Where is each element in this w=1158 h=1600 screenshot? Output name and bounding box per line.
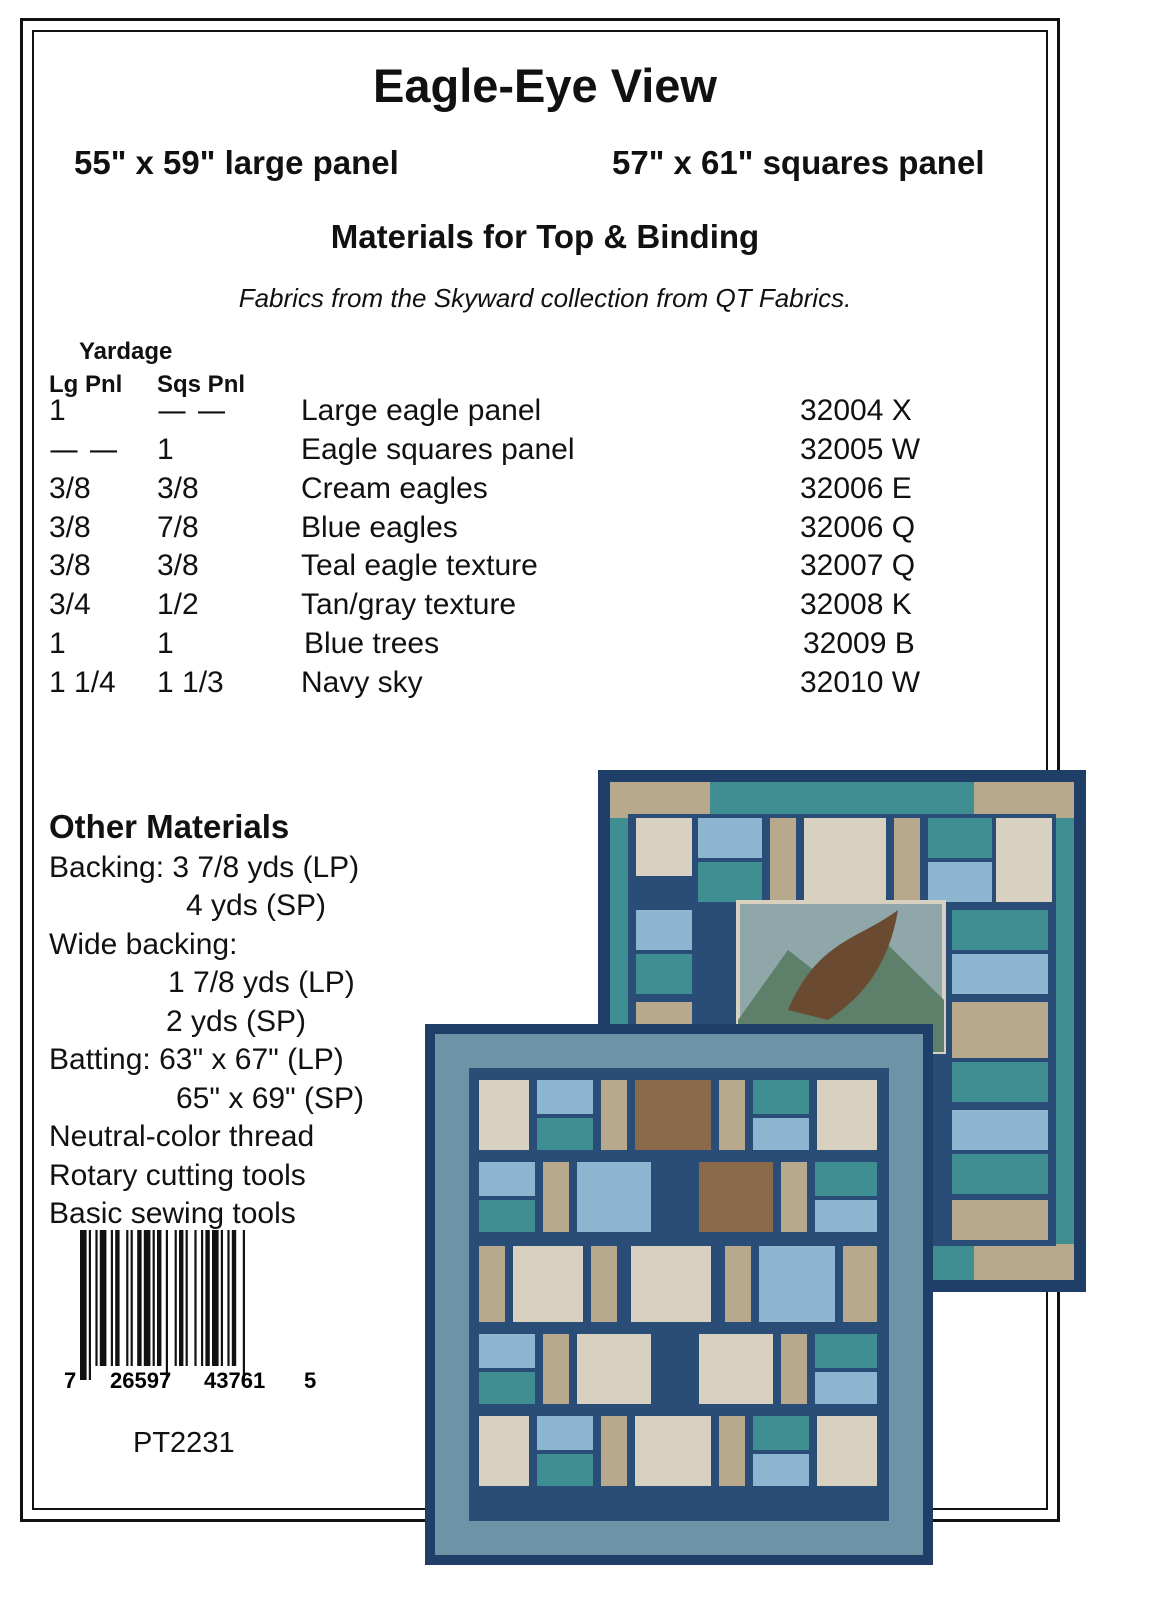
quilt-block [537,1080,593,1114]
quilt-block [817,1416,877,1486]
fabric-name: Tan/gray texture [301,588,517,621]
quilt-block [753,1080,809,1114]
other-line: 65" x 69" (SP) [176,1082,365,1115]
quilt-block [719,1080,745,1150]
quilt-block [928,862,992,902]
fabric-note: Fabrics from the Skyward collection from QT Fabrics. [238,283,852,313]
quilt-block [725,1246,751,1322]
quilt-block [635,1416,711,1486]
yardage-squares: 3/8 [157,549,199,582]
barcode-bar [80,1230,87,1380]
quilt-block [479,1080,529,1150]
quilt-block [636,818,692,876]
barcode-bar [205,1230,209,1366]
barcode-bar [115,1230,119,1366]
quilt-block [698,862,762,902]
quilt-block [804,818,886,902]
other-materials-heading: Other Materials [49,808,290,845]
barcode-digits-left: 26597 [110,1368,172,1393]
yardage-large: 3/4 [49,588,91,621]
fabric-code: 32008 K [800,588,912,621]
quilt-block [543,1334,569,1404]
barcode-bar [221,1230,223,1366]
barcode-bar [212,1230,219,1366]
barcode-bar [179,1230,183,1366]
quilt-block [577,1162,651,1232]
quilt-block [699,1334,773,1404]
barcode-bar [100,1230,107,1366]
fabric-code: 32009 B [803,627,915,660]
page-title: Eagle-Eye View [373,59,717,112]
barcode-bar [201,1230,203,1366]
barcode-bar [243,1230,245,1380]
other-line: 4 yds (SP) [186,889,327,922]
fabric-row [0,433,1000,472]
quilt-block [753,1416,809,1450]
fabric-code: 32004 X [800,394,912,427]
barcode-bar [126,1230,128,1366]
quilt-block [479,1334,535,1368]
other-line: Wide backing: [49,928,238,961]
quilt-block [928,818,992,858]
fabric-code: 32006 E [800,472,912,505]
yardage-squares: 3/8 [157,472,199,505]
barcode-bar [157,1230,161,1366]
quilt-block [815,1162,877,1196]
fabric-row [0,394,1000,433]
barcode-bar [137,1230,141,1366]
quilt-block [815,1200,877,1232]
barcode-bar [144,1230,151,1366]
barcode-bar [131,1230,133,1366]
barcode-bar [227,1230,229,1366]
other-line: 1 7/8 yds (LP) [168,966,355,999]
yardage-squares: 7/8 [157,511,199,544]
quilt-block [843,1246,877,1322]
quilt-squares-panel-image [425,1024,933,1565]
quilt-block [770,818,796,902]
quilt-block [952,1002,1048,1058]
fabric-name: Teal eagle texture [301,549,538,582]
yardage-large: 3/8 [49,472,91,505]
other-line: Batting: 63" x 67" (LP) [49,1043,344,1076]
quilt-block [537,1118,593,1150]
quilt-block [952,954,1048,994]
quilt-block [479,1246,505,1322]
barcode-digit-lead: 7 [64,1368,77,1393]
col-squares-panel: Sqs Pnl [157,371,246,398]
corner-block [610,782,710,818]
squares-panel-size: 57" x 61" squares panel [612,144,985,181]
yardage-squares: 1/2 [157,588,199,621]
fabric-name: Blue eagles [301,511,458,544]
col-large-panel: Lg Pnl [49,371,123,398]
quilt-block [952,1062,1048,1102]
quilt-block [952,1110,1048,1150]
barcode-bar [153,1230,155,1366]
quilt-block [952,910,1048,950]
quilt-block [996,818,1052,902]
quilt-block [894,818,920,902]
quilt-block [698,818,762,858]
quilt-block [699,1162,773,1232]
corner-block [974,1244,1074,1280]
barcode-digits-right: 43761 [204,1368,266,1393]
quilt-block [635,1080,711,1150]
quilt-block [479,1372,535,1404]
quilt-blocks [479,1080,877,1486]
materials-heading: Materials for Top & Binding [330,218,760,255]
fabric-name: Large eagle panel [301,394,542,427]
barcode-bar [186,1230,188,1366]
quilt-block [591,1246,617,1322]
quilt-block [537,1416,593,1450]
fabric-name: Blue trees [304,627,440,660]
fabric-code: 32010 W [800,666,921,699]
quilt-block [781,1334,807,1404]
yardage-large: 1 [49,627,66,660]
quilt-block [543,1162,569,1232]
pattern-number: PT2231 [133,1427,235,1459]
other-line: Neutral-color thread [49,1120,315,1153]
quilt-block [759,1246,835,1322]
quilt-block [479,1200,535,1232]
quilt-block [513,1246,583,1322]
quilt-block [815,1372,877,1404]
quilt-block [601,1080,627,1150]
barcode-digit-check: 5 [304,1368,317,1393]
quilt-block [817,1080,877,1150]
yardage-heading: Yardage [79,338,173,365]
quilt-block [952,1154,1048,1194]
quilt-block [753,1118,809,1150]
fabric-code: 32007 Q [800,549,916,582]
other-line: Rotary cutting tools [49,1159,306,1192]
quilt-block [537,1454,593,1486]
quilt-block [815,1334,877,1368]
fabric-name: Navy sky [301,666,423,699]
large-panel-size: 55" x 59" large panel [74,144,399,181]
fabric-row [0,627,1000,666]
fabric-row [0,588,1000,627]
yardage-large: 3/8 [49,549,91,582]
barcode-bar [232,1230,236,1366]
barcode-bar [166,1230,168,1380]
quilt-block [631,1246,711,1322]
yardage-large: 1 1/4 [49,666,116,699]
other-line: Backing: 3 7/8 yds (LP) [49,851,360,884]
yardage-squares: 1 1/3 [157,666,224,699]
yardage-squares: — — [157,394,227,429]
fabric-name: Eagle squares panel [301,433,575,466]
quilt-block [479,1162,535,1196]
barcode-bar [194,1230,196,1366]
quilt-block [952,1200,1048,1240]
yardage-large: 3/8 [49,511,91,544]
quilt-block [719,1416,745,1486]
barcode-bar [89,1230,91,1380]
yardage-squares: 1 [157,433,174,466]
quilt-block [601,1416,627,1486]
yardage-large: — — [49,433,119,468]
quilt-block [479,1416,529,1486]
barcode [64,1230,317,1393]
fabric-code: 32006 Q [800,511,916,544]
corner-block [974,782,1074,818]
barcode-bars [80,1230,245,1380]
yardage-squares: 1 [157,627,174,660]
fabric-row [0,666,1000,705]
barcode-bar [111,1230,113,1366]
quilt-block [753,1454,809,1486]
barcode-bar [175,1230,177,1366]
other-line: Basic sewing tools [49,1197,296,1230]
quilt-block [781,1162,807,1232]
quilt-block [577,1334,651,1404]
yardage-large: 1 [49,394,66,427]
fabric-row [0,472,1000,511]
fabric-row [0,549,1000,588]
barcode-bar [95,1230,97,1366]
quilt-block [636,910,692,950]
fabric-name: Cream eagles [301,472,488,505]
fabric-row [0,511,1000,550]
quilt-block [636,954,692,994]
other-line: 2 yds (SP) [166,1005,307,1038]
fabric-code: 32005 W [800,433,921,466]
